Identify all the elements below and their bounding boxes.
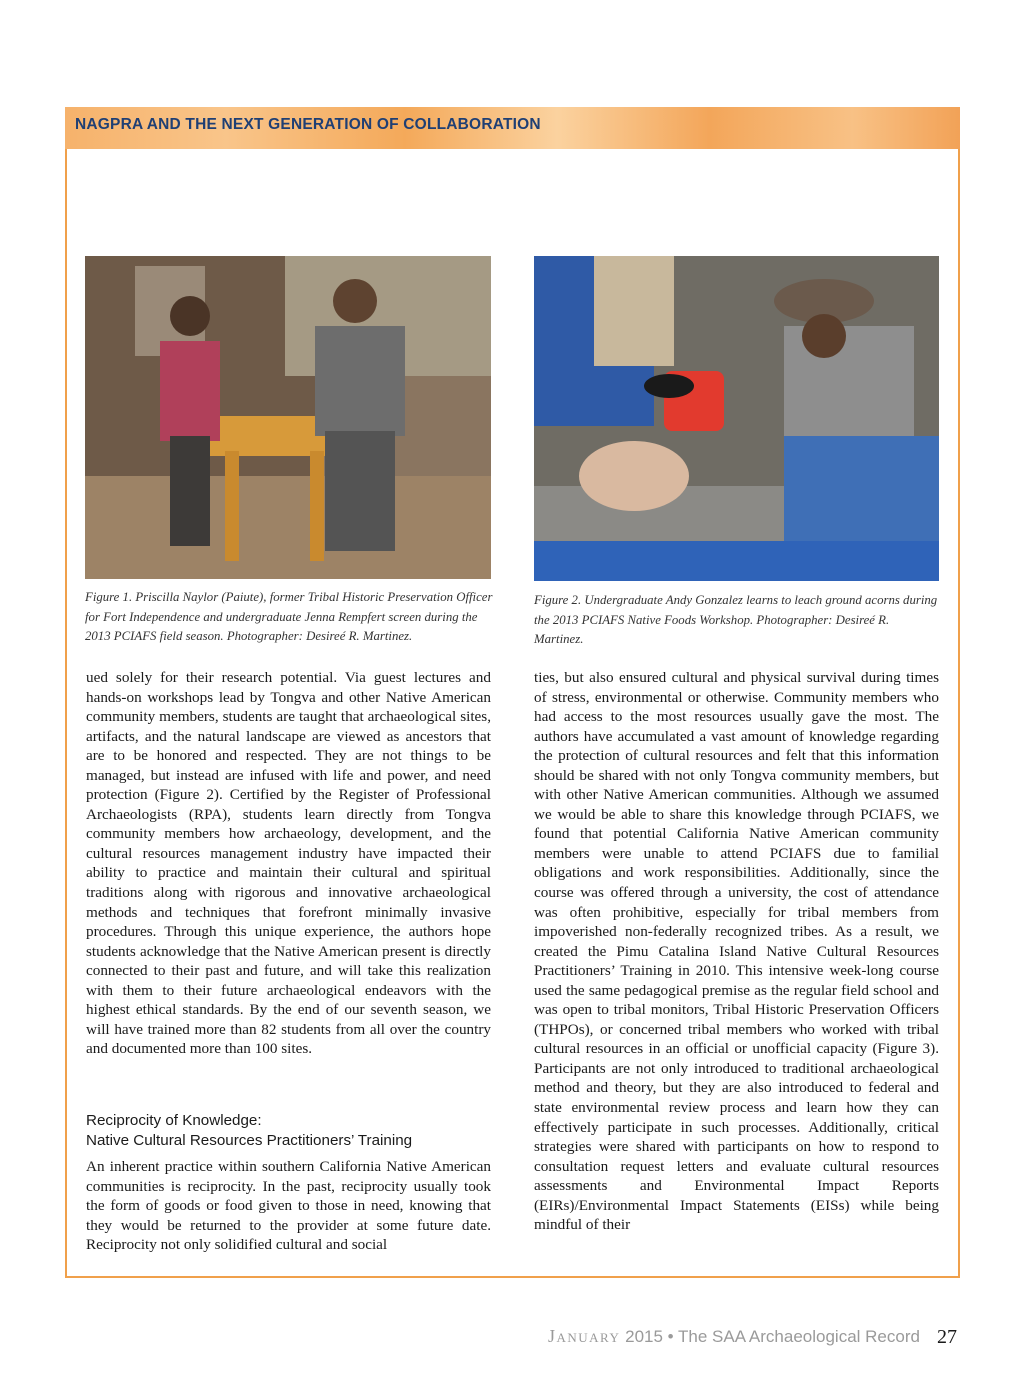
figure-1-photo: [85, 256, 491, 579]
body-paragraph: An inherent practice within southern California Native American communities is reciprocity. In the past, reciprocity usually took the form of goods or food given to those in need, knowing that they would be returned to the provider at some future date. Reciprocity not only solidified cultural and social: [86, 1158, 491, 1254]
right-column: [534, 668, 939, 1235]
heading-line-2: Native Cultural Resources Practitioners’ Training: [86, 1132, 413, 1149]
running-footer: [548, 1326, 920, 1347]
left-column-top: [86, 668, 491, 1059]
footer-month: January: [548, 1326, 621, 1346]
section-banner: [65, 107, 960, 149]
body-paragraph: ties, but also ensured cultural and physical survival during times of stress, environmental or otherwise. Community members who had access to the most resources usually gave the most. The authors have accumulated a vast amount of knowledge regarding the protection of cultural resources and felt that this information should be shared with not only Tongva community members, but with other Native American communities. Although we assumed we would be able to share this knowledge through PCIAFS, we found that potential California Native American community members were unable to attend PCIAFS due to familial obligations and work responsibilities. Additionally, since the course was offered through a university, the cost of attendance was often prohibitive, especially for tribal members from impoverished non-federally recognized tribes. As a result, we created the Pimu Catalina Island Native Cultural Resources Practitioners’ Training in 2010. This intensive week-long course used the same pedagogical premise as the regular field school and was open to tribal monitors, Tribal Historic Preservation Officers (THPOs), or concerned tribal members who worked with tribal cultural resources in an official or unofficial capacity (Figure 3). Participants are not only introduced to traditional archaeological method and theory, but they are also introduced to federal and state environmental review process and learn how they can effectively participate in such processes. Additionally, critical strategies were shared with participants on how to respond to consultation request letters and evaluate cultural resources assessments and Environmental Impact Reports (EIRs)/Environmental Impact Statements (EISs) while being mindful of their: [534, 669, 939, 1234]
banner-title: NAGPRA AND THE NEXT GENERATION OF COLLABORATION: [75, 116, 541, 133]
body-paragraph: ued solely for their research potential. Via guest lectures and hands-on workshops lead by Tongva and other Native American community members, students are taught that archaeological sites, artifacts, and the natural landscape are viewed as ancestors that are to be honored and respected. They are not things to be managed, but instead are infused with life and power, and need protection (Figure 2). Certified by the Register of Professional Archaeologists (RPA), students learn directly from Tongva community members how archaeology, development, and the cultural resources management industry have impacted their ability to practice and maintain their cultural and spiritual traditions along with rigorous and innovative archaeological methods and techniques that forefront minimally invasive procedures. Through this unique experience, the authors hope students acknowledge that the Native American present is directly connected to their past and future, and will take this realization with them to their future archaeological endeavors with the highest ethical standards. By the end of our seventh season, we will have trained more than 82 students from all over the country and documented more than 100 sites.: [86, 669, 491, 1058]
figure-2-photo: [534, 256, 939, 581]
footer-publication: 2015 • The SAA Archaeological Record: [620, 1327, 920, 1346]
left-column-bottom: [86, 1157, 491, 1255]
heading-line-1: Reciprocity of Knowledge:: [86, 1112, 262, 1129]
page-number: 27: [937, 1326, 957, 1348]
figure-2-caption: Figure 2. Undergraduate Andy Gonzalez learns to leach ground acorns during the 2013 PCIAFS Native Foods Workshop. Photographer: Desireé R. Martinez.: [534, 593, 938, 646]
figure-1-caption: Figure 1. Priscilla Naylor (Paiute), former Tribal Historic Preservation Officer for Fort Independence and undergraduate Jenna Rempfert screen during the 2013 PCIAFS field season. Photographer: Desireé R. Martinez.: [85, 590, 493, 643]
section-heading: [86, 1111, 506, 1151]
